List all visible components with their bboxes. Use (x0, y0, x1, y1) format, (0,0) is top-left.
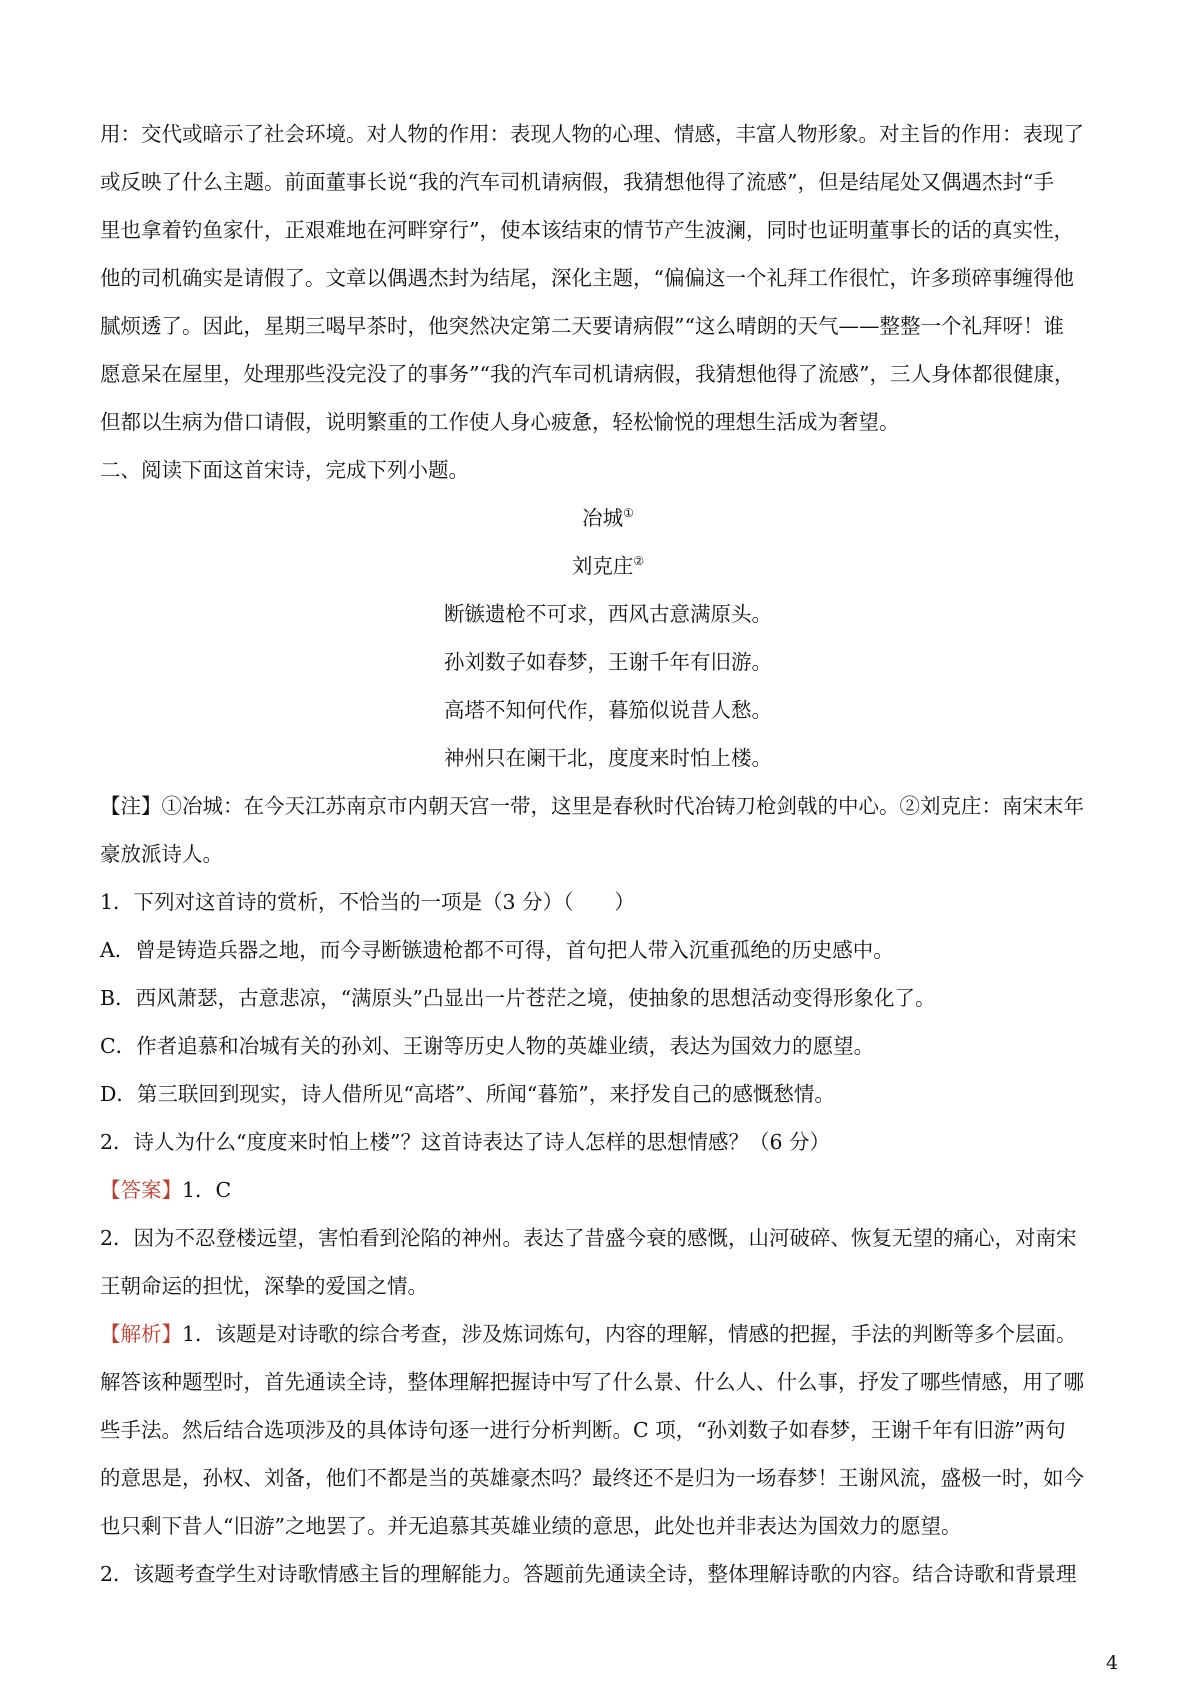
option-c: C．作者追慕和冶城有关的孙刘、王谢等历史人物的英雄业绩，表达为国效力的愿望。 (100, 1034, 875, 1058)
answer-block (100, 1166, 1116, 1310)
note-line: 豪放派诗人。 (100, 842, 223, 866)
option-b: B．西风萧瑟，古意悲凉，“满原头”凸显出一片苍茫之境，使抽象的思想活动变得形象化了。 (100, 986, 936, 1010)
notes (100, 782, 1116, 878)
answer-2-line: 王朝命运的担忧，深挚的爱国之情。 (100, 1274, 428, 1298)
text-line: 或反映了什么主题。前面董事长说“我的汽车司机请病假，我猜想他得了流感”，但是结尾处又偶遇杰封“手 (100, 170, 1054, 194)
text-line: 愿意呆在屋里，处理那些没完没了的事务”“我的汽车司机请病假，我猜想他得了流感”，三人身体都很健康， (100, 362, 1075, 386)
poem-line: 高塔不知何代作，暮笳似说昔人愁。 (444, 698, 772, 722)
document-body (100, 110, 1116, 1598)
text-line: 里也拿着钓鱼家什，正艰难地在河畔穿行”，使本该结束的情节产生波澜，同时也证明董事长的话的真实性， (100, 218, 1074, 242)
analysis-line (100, 1310, 1116, 1358)
poem-line: 孙刘数子如春梦，王谢千年有旧游。 (444, 650, 772, 674)
note-line: 【注】①冶城：在今天江苏南京市内朝天宫一带，这里是春秋时代冶铸刀枪剑戟的中心。②刘克庄：南宋末年 (100, 794, 1084, 818)
text-line: 腻烦透了。因此，星期三喝早茶时，他突然决定第二天要请病假”“这么晴朗的天气——整整一个礼拜呀！谁 (100, 314, 1064, 338)
poem (100, 494, 1116, 782)
intro-paragraph (100, 110, 1116, 446)
text-line: 用：交代或暗示了社会环境。对人物的作用：表现人物的心理、情感，丰富人物形象。对主旨的作用：表现了 (100, 122, 1084, 146)
analysis-line: 也只剩下昔人“旧游”之地罢了。并无追慕其英雄业绩的意思，此处也并非表达为国效力的愿望。 (100, 1514, 962, 1538)
poem-title: 冶城① (582, 506, 634, 530)
page-number: 4 (1106, 1652, 1119, 1674)
answer-1: 1．C (182, 1178, 232, 1202)
answer-label: 【答案】 (100, 1178, 182, 1202)
question-1: 1．下列对这首诗的赏析，不恰当的一项是（3 分）（ ） (100, 890, 635, 914)
poem-author: 刘克庄② (571, 554, 645, 578)
option-a: A．曾是铸造兵器之地，而今寻断镞遗枪都不可得，首句把人带入沉重孤绝的历史感中。 (100, 938, 894, 962)
analysis-line: 的意思是，孙权、刘备，他们不都是当的英雄豪杰吗？最终还不是归为一场春梦！王谢风流，盛极一时，如今 (100, 1466, 1084, 1490)
analysis-line: 些手法。然后结合选项涉及的具体诗句逐一进行分析判断。C 项，“孙刘数子如春梦，王谢千年有旧游”两句 (100, 1418, 1066, 1442)
poem-line: 断镞遗枪不可求，西风古意满原头。 (444, 602, 772, 626)
answer-line (100, 1166, 1116, 1214)
analysis-block (100, 1310, 1116, 1598)
answer-2-line: 2．因为不忍登楼远望，害怕看到沦陷的神州。表达了昔盛今衰的感慨，山河破碎、恢复无望的痛心，对南宋 (100, 1226, 1077, 1250)
footnote-marker: ① (623, 506, 634, 520)
option-d: D．第三联回到现实，诗人借所见“高塔”、所闻“暮笳”，来抒发自己的感慨愁情。 (100, 1082, 835, 1106)
analysis-line: 2．该题考查学生对诗歌情感主旨的理解能力。答题前先通读全诗，整体理解诗歌的内容。结合诗歌和背景理 (100, 1562, 1077, 1586)
question-2: 2．诗人为什么“度度来时怕上楼”？这首诗表达了诗人怎样的思想情感？（6 分） (100, 1130, 831, 1154)
footnote-marker: ② (633, 554, 645, 568)
analysis-label: 【解析】 (100, 1322, 182, 1346)
analysis-text: 1．该题是对诗歌的综合考查，涉及炼词炼句，内容的理解，情感的把握，手法的判断等多个层面。 (182, 1322, 1077, 1346)
analysis-line: 解答该种题型时，首先通读全诗，整体理解把握诗中写了什么景、什么人、什么事，抒发了哪些情感，用了哪 (100, 1370, 1084, 1394)
section-heading: 二、阅读下面这首宋诗，完成下列小题。 (100, 458, 469, 482)
text-line: 但都以生病为借口请假，说明繁重的工作使人身心疲惫，轻松愉悦的理想生活成为奢望。 (100, 410, 900, 434)
poem-line: 神州只在阑干北，度度来时怕上楼。 (444, 746, 772, 770)
text-line: 他的司机确实是请假了。文章以偶遇杰封为结尾，深化主题，“偏偏这一个礼拜工作很忙，许多琐碎事缠得他 (100, 266, 1074, 290)
